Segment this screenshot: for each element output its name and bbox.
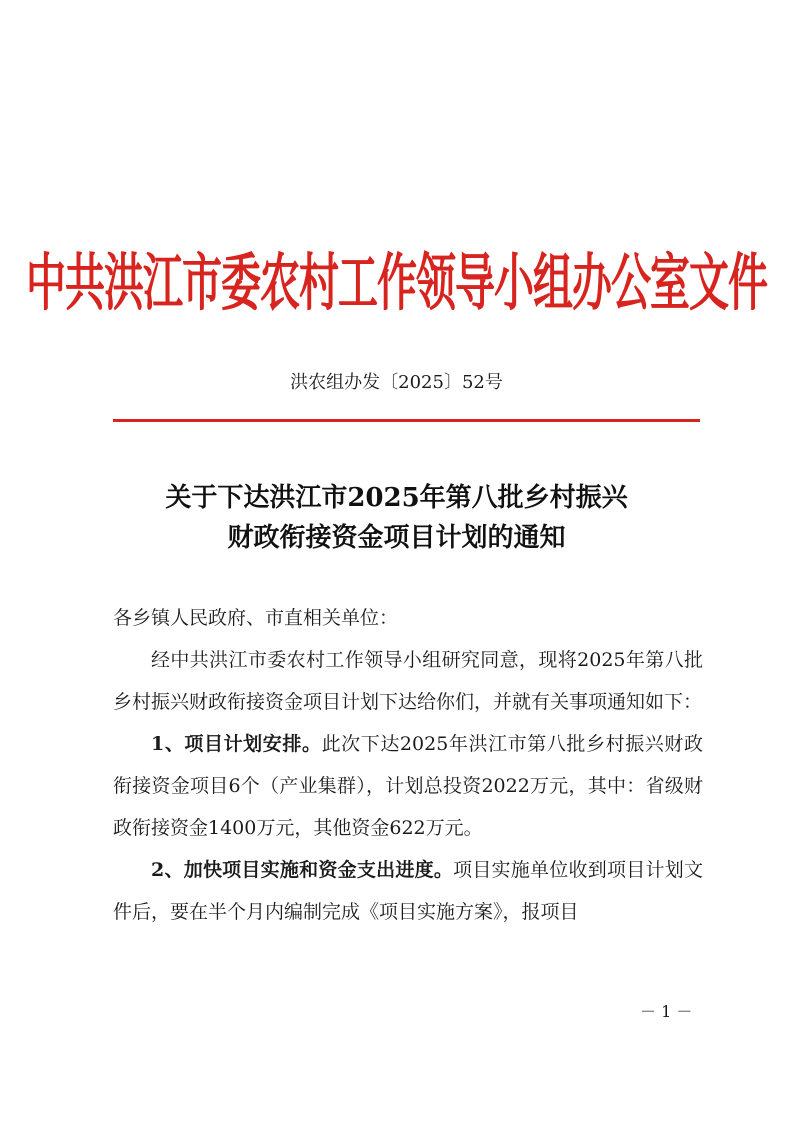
document-body: [113, 597, 703, 933]
section-2-text: 项目实施单位收到项目计划文件后，要在半个月内编制完成《项目实施方案》，报项目: [113, 859, 703, 923]
page-number: － 1 －: [640, 1002, 693, 1021]
section-1-paragraph: [113, 723, 703, 849]
salutation: 各乡镇人民政府、市直相关单位：: [113, 607, 399, 629]
document-number: 洪农组办发〔2025〕52号: [290, 372, 503, 393]
red-divider-line: [113, 419, 700, 422]
notice-title-line-2: 财政衔接资金项目计划的通知: [227, 523, 566, 553]
intro-paragraph: 经中共洪江市委农村工作领导小组研究同意，现将2025年第八批乡村振兴财政衔接资金项目计划下达给你们，并就有关事项通知如下：: [113, 649, 703, 713]
section-2-paragraph: [113, 849, 703, 933]
section-1-text: 此次下达2025年洪江市第八批乡村振兴财政衔接资金项目6个（产业集群），计划总投资2022万元，其中：省级财政衔接资金1400万元，其他资金622万元。: [113, 733, 703, 839]
section-1-heading: 1、项目计划安排。: [151, 733, 322, 755]
notice-title: [0, 478, 793, 558]
issuing-organization-title: 中共洪江市委农村工作领导小组办公室文件: [26, 246, 767, 320]
section-2-heading: 2、加快项目实施和资金支出进度。: [151, 859, 454, 881]
notice-title-line-1: 关于下达洪江市2025年第八批乡村振兴: [165, 483, 628, 513]
